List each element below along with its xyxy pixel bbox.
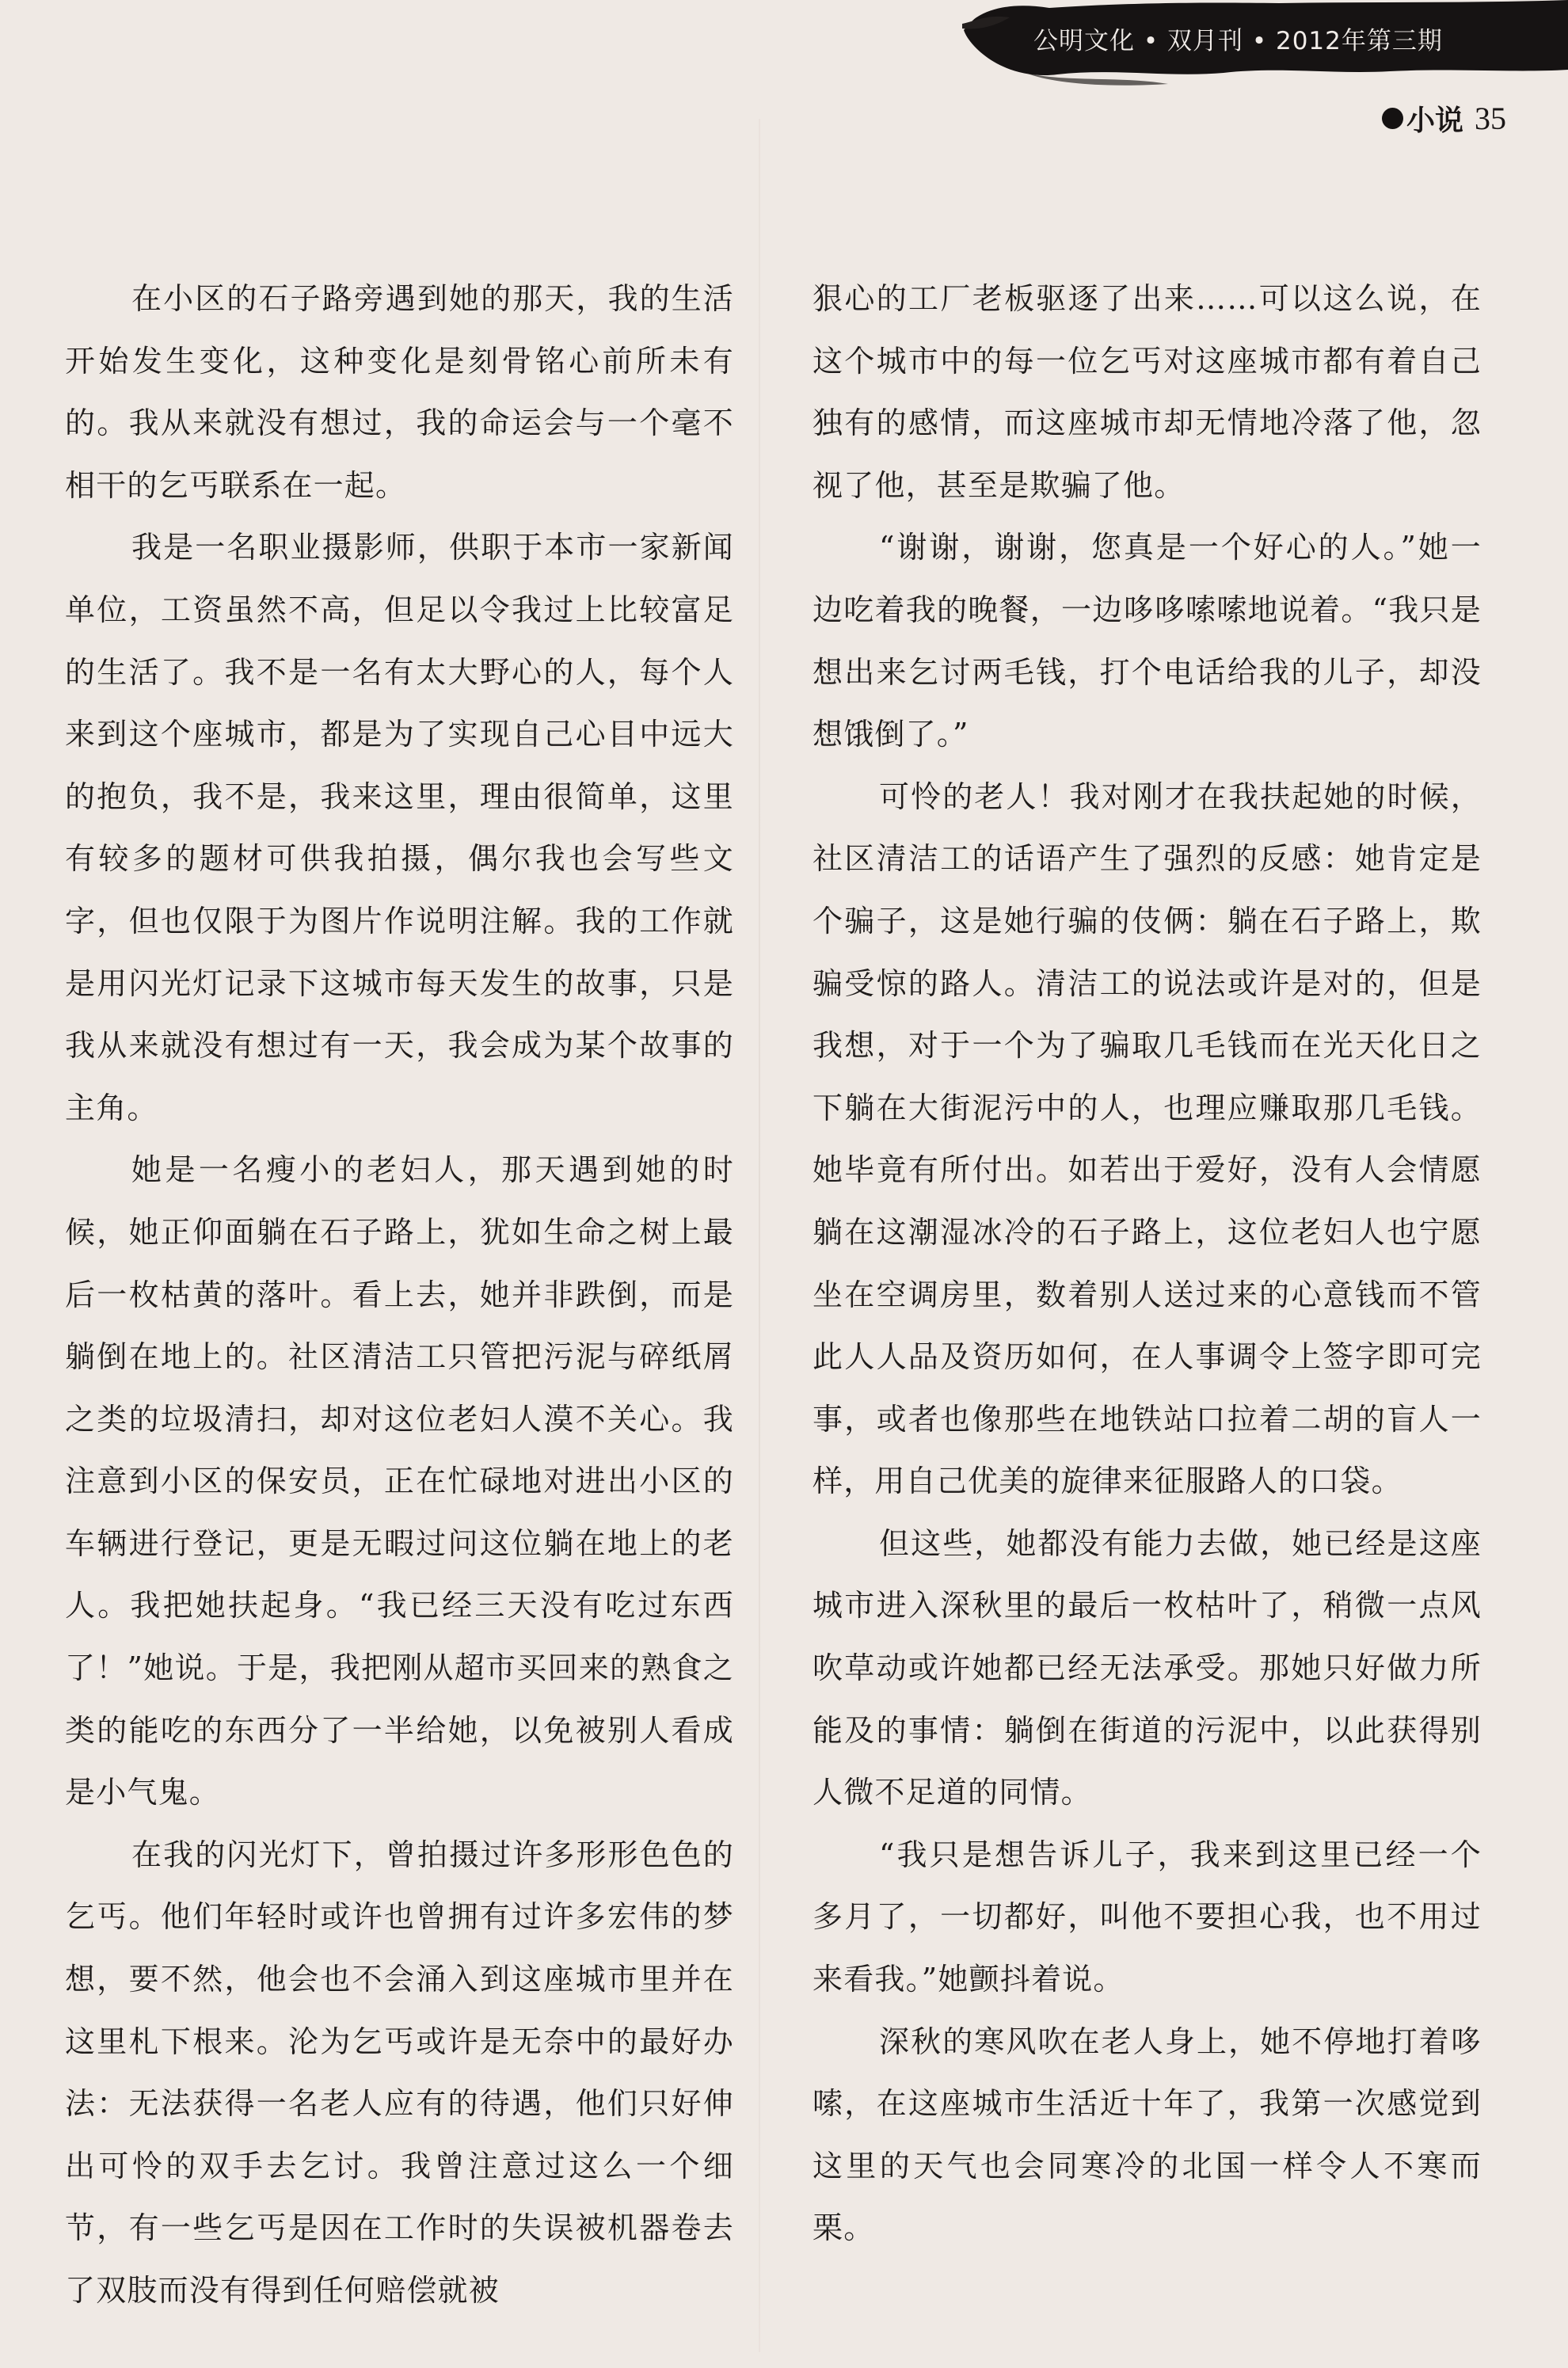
paragraph: 她是一名瘦小的老妇人，那天遇到她的时候，她正仰面躺在石子路上，犹如生命之树上最后一枚枯黄的落叶。看上去，她并非跌倒，而是躺倒在地上的。社区清洁工只管把污泥与碎纸屑之类的垃圾清扫，却对这位老妇人漠不关心。我注意到小区的保安员，正在忙碌地对进出小区的车辆进行登记，更是无暇过问这位躺在地上的老人。我把她扶起身。“我已经三天没有吃过东西了！”她说。于是，我把刚从超市买回来的熟食之类的能吃的东西分了一半给她，以免被别人看成是小气鬼。 [65, 1152, 734, 1810]
section-name: 小说 [1406, 105, 1464, 137]
paragraph: “谢谢，谢谢，您真是一个好心的人。”她一边吃着我的晚餐，一边哆哆嗦嗦地说着。“我只是想出来乞讨两毛钱，打个电话给我的儿子，却没想饿倒了。” [813, 530, 1482, 752]
left-column [65, 268, 734, 2322]
paragraph: 深秋的寒风吹在老人身上，她不停地打着哆嗦，在这座城市生活近十年了，我第一次感觉到这里的天气也会同寒冷的北国一样令人不寒而栗。 [813, 2023, 1482, 2246]
bullet-dot-icon [1382, 108, 1403, 129]
section-label [1382, 98, 1506, 139]
paragraph-continued: 狠心的工厂老板驱逐了出来……可以这么说，在这个城市中的每一位乞丐对这座城市都有着自己独有的感情，而这座城市却无情地冷落了他，忽视了他，甚至是欺骗了他。 [813, 281, 1482, 503]
paragraph: 我是一名职业摄影师，供职于本市一家新闻单位，工资虽然不高，但足以令我过上比较富足的生活了。我不是一名有太大野心的人，每个人来到这个座城市，都是为了实现自己心目中远大的抱负，我不是，我来这里，理由很简单，这里有较多的题材可供我拍摄，偶尔我也会写些文字，但也仅限于为图片作说明注解。我的工作就是用闪光灯记录下这城市每天发生的故事，只是我从来就没有想过有一天，我会成为某个故事的主角。 [65, 530, 734, 1125]
paragraph: “我只是想告诉儿子，我来到这里已经一个多月了，一切都好，叫他不要担心我，也不用过来看我。”她颤抖着说。 [813, 1837, 1482, 1997]
paragraph: 可怜的老人！我对刚才在我扶起她的时候，社区清洁工的话语产生了强烈的反感：她肯定是个骗子，这是她行骗的伎俩：躺在石子路上，欺骗受惊的路人。清洁工的说法或许是对的，但是我想，对于一个为了骗取几毛钱而在光天化日之下躺在大街泥污中的人，也理应赚取那几毛钱。她毕竟有所付出。如若出于爱好，没有人会情愿躺在这潮湿冰冷的石子路上，这位老妇人也宁愿坐在空调房里，数着别人送过来的心意钱而不管此人人品及资历如何，在人事调令上签字即可完事，或者也像那些在地铁站口拉着二胡的盲人一样，用自己优美的旋律来征服路人的口袋。 [813, 779, 1482, 1499]
paragraph: 但这些，她都没有能力去做，她已经是这座城市进入深秋里的最后一枚枯叶了，稍微一点风吹草动或许她都已经无法承受。那她只好做力所能及的事情：躺倒在街道的污泥中，以此获得别人微不足道的同情。 [813, 1525, 1482, 1810]
paragraph: 在我的闪光灯下，曾拍摄过许多形形色色的乞丐。他们年轻时或许也曾拥有过许多宏伟的梦想，要不然，他会也不会涌入到这座城市里并在这里札下根来。沦为乞丐或许是无奈中的最好办法：无法获得一名老人应有的待遇，他们只好伸出可怜的双手去乞讨。我曾注意过这么一个细节，有一些乞丐是因在工作时的失误被机器卷去了双肢而没有得到任何赔偿就被 [65, 1837, 734, 2308]
right-column [813, 268, 1482, 2259]
masthead-title: 公明文化 • 双月刊 • 2012年第三期 [1033, 27, 1443, 55]
page-fold-shadow [759, 119, 760, 2352]
paragraph: 在小区的石子路旁遇到她的那天，我的生活开始发生变化，这种变化是刻骨铭心前所未有的。我从来就没有想过，我的命运会与一个毫不相干的乞丐联系在一起。 [65, 281, 734, 503]
page-number: 35 [1475, 101, 1507, 136]
